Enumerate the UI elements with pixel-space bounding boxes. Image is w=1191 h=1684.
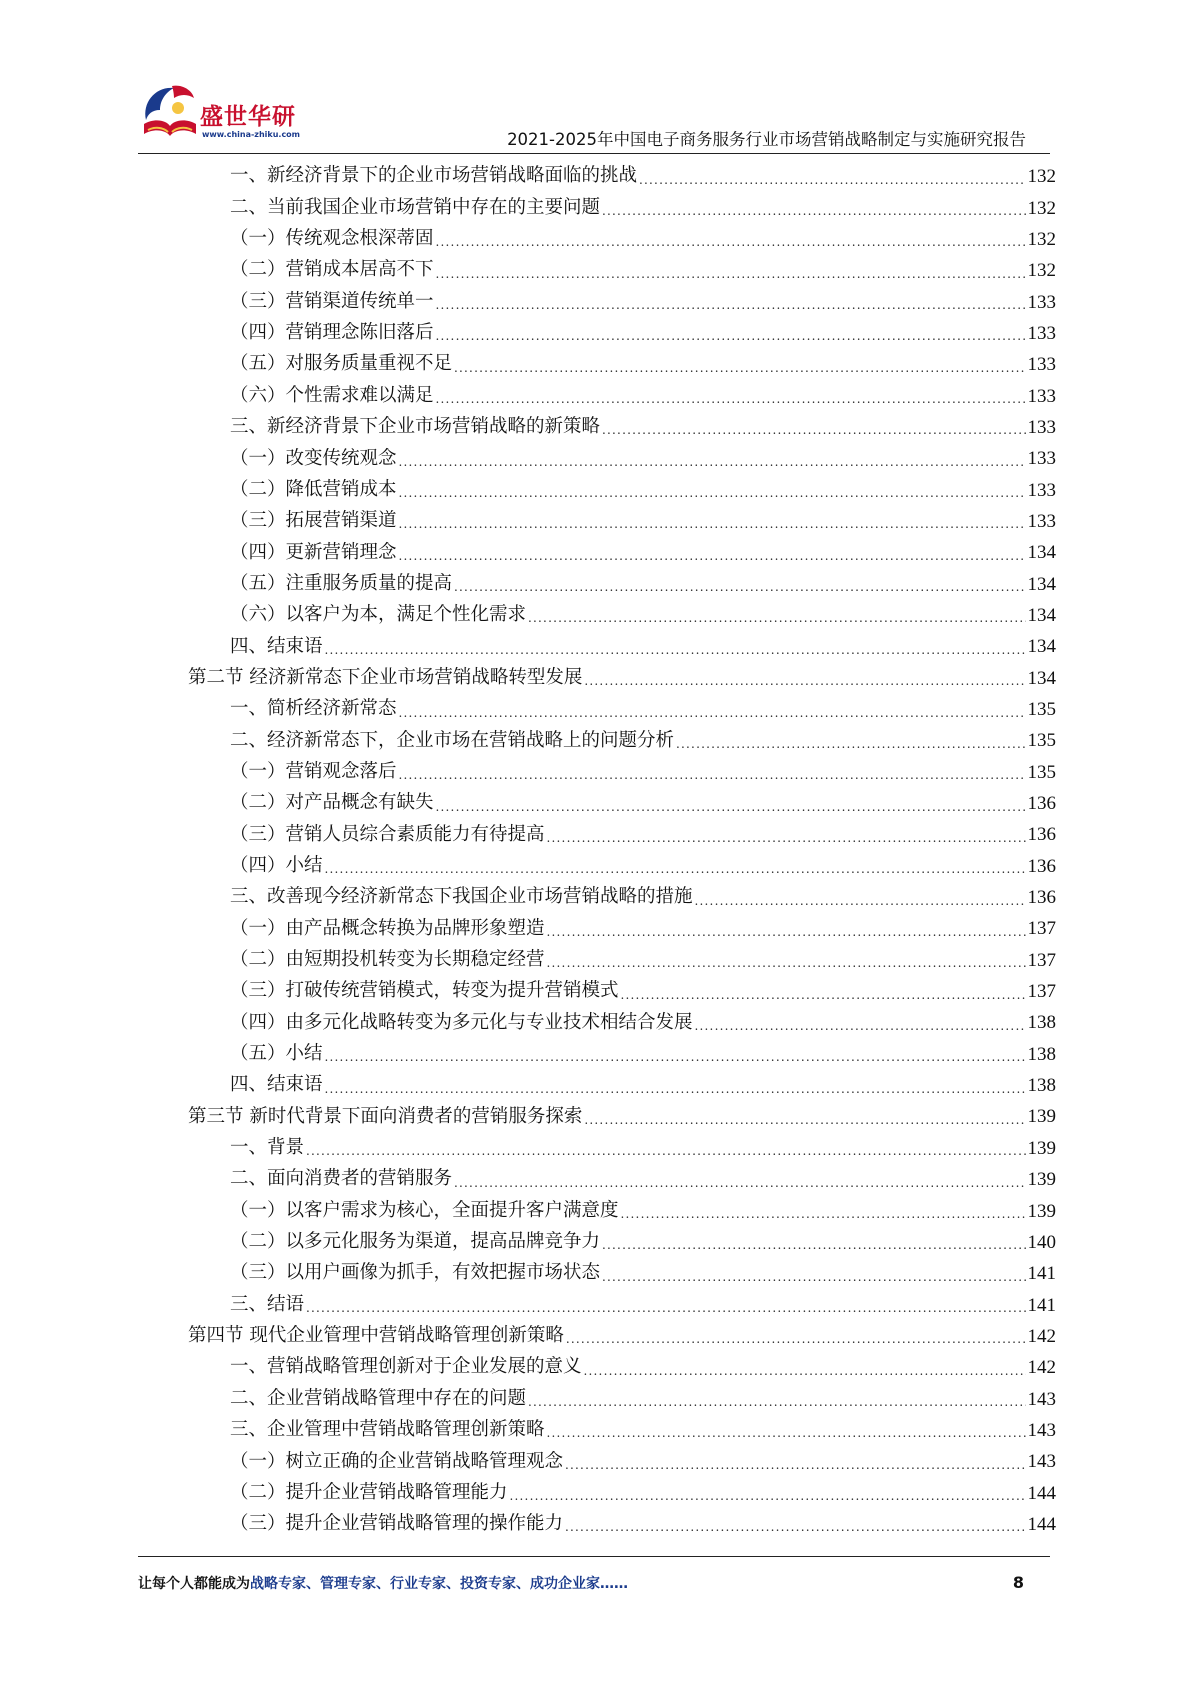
- toc-entry-title: （一）以客户需求为核心，全面提升客户满意度: [230, 1199, 619, 1221]
- toc-dot-leader: [306, 1302, 1025, 1314]
- table-of-contents: [188, 161, 1056, 1540]
- toc-entry[interactable]: [188, 1415, 1056, 1446]
- toc-entry-title: 三、新经济背景下企业市场营销战略的新策略: [230, 416, 601, 438]
- toc-entry[interactable]: [188, 851, 1056, 882]
- toc-entry-page: 138: [1027, 1075, 1056, 1097]
- toc-entry-title: （三）打破传统营销模式，转变为提升营销模式: [230, 980, 619, 1002]
- toc-entry-page: 139: [1027, 1200, 1056, 1222]
- toc-entry[interactable]: [188, 1258, 1056, 1289]
- toc-entry[interactable]: [188, 1039, 1056, 1070]
- toc-entry-title: 一、新经济背景下的企业市场营销战略面临的挑战: [230, 165, 638, 187]
- toc-dot-leader: [602, 1271, 1025, 1283]
- toc-entry[interactable]: [188, 568, 1056, 599]
- toc-entry[interactable]: [188, 161, 1056, 192]
- toc-entry[interactable]: [188, 819, 1056, 850]
- page-footer: [138, 1573, 1050, 1597]
- toc-dot-leader: [399, 456, 1026, 468]
- toc-entry-title: 二、企业营销战略管理中存在的问题: [230, 1387, 527, 1409]
- toc-entry[interactable]: [188, 631, 1056, 662]
- toc-entry-page: 144: [1027, 1513, 1056, 1535]
- toc-entry-title: 四、结束语: [230, 1074, 323, 1096]
- toc-entry-page: 137: [1027, 949, 1056, 971]
- toc-dot-leader: [306, 1145, 1025, 1157]
- header-divider: [138, 153, 1050, 154]
- toc-entry-title: （四）更新营销理念: [230, 541, 397, 563]
- toc-dot-leader: [325, 1051, 1026, 1063]
- toc-dot-leader: [528, 612, 1025, 624]
- toc-dot-leader: [325, 1083, 1026, 1095]
- toc-entry-page: 137: [1027, 981, 1056, 1003]
- toc-entry-page: 133: [1027, 291, 1056, 313]
- toc-entry-title: （四）小结: [230, 854, 323, 876]
- toc-entry-page: 134: [1027, 573, 1056, 595]
- toc-entry-title: 二、面向消费者的营销服务: [230, 1168, 453, 1190]
- toc-entry[interactable]: [188, 725, 1056, 756]
- toc-entry-page: 132: [1027, 166, 1056, 188]
- toc-entry[interactable]: [188, 913, 1056, 944]
- toc-entry-title: 第四节 现代企业管理中营销战略管理创新策略: [188, 1325, 564, 1347]
- toc-entry-title: 二、当前我国企业市场营销中存在的主要问题: [230, 196, 601, 218]
- toc-entry[interactable]: [188, 757, 1056, 788]
- toc-entry[interactable]: [188, 349, 1056, 380]
- toc-entry-page: 133: [1027, 385, 1056, 407]
- toc-entry-page: 133: [1027, 416, 1056, 438]
- toc-dot-leader: [454, 1177, 1025, 1189]
- toc-entry-title: （四）由多元化战略转变为多元化与专业技术相结合发展: [230, 1011, 693, 1033]
- logo-url: www.china-zhiku.com: [202, 130, 301, 139]
- toc-entry-title: 第三节 新时代背景下面向消费者的营销服务探索: [188, 1105, 583, 1127]
- toc-entry-page: 133: [1027, 510, 1056, 532]
- toc-entry-page: 136: [1027, 793, 1056, 815]
- toc-dot-leader: [695, 1020, 1026, 1032]
- toc-entry-page: 139: [1027, 1169, 1056, 1191]
- toc-entry-title: （三）营销人员综合素质能力有待提高: [230, 823, 545, 845]
- toc-entry-page: 132: [1027, 197, 1056, 219]
- toc-entry-page: 144: [1027, 1482, 1056, 1504]
- toc-dot-leader: [621, 989, 1026, 1001]
- toc-entry[interactable]: [188, 318, 1056, 349]
- toc-dot-leader: [621, 1208, 1026, 1220]
- toc-entry[interactable]: [188, 882, 1056, 913]
- toc-entry-page: 134: [1027, 542, 1056, 564]
- toc-entry-title: （三）提升企业营销战略管理的操作能力: [230, 1513, 564, 1535]
- toc-entry-page: 135: [1027, 730, 1056, 752]
- toc-dot-leader: [454, 581, 1025, 593]
- toc-entry[interactable]: [188, 1227, 1056, 1258]
- toc-dot-leader: [399, 769, 1026, 781]
- page-number: 8: [1012, 1573, 1024, 1592]
- toc-entry[interactable]: [188, 1477, 1056, 1508]
- toc-entry-title: 一、营销战略管理创新对于企业发展的意义: [230, 1356, 582, 1378]
- toc-entry-title: （二）降低营销成本: [230, 478, 397, 500]
- toc-entry-title: （五）注重服务质量的提高: [230, 572, 453, 594]
- toc-entry[interactable]: [188, 694, 1056, 725]
- toc-entry[interactable]: [188, 945, 1056, 976]
- toc-entry-title: 第二节 经济新常态下企业市场营销战略转型发展: [188, 666, 583, 688]
- toc-entry[interactable]: [188, 286, 1056, 317]
- toc-entry[interactable]: [188, 1070, 1056, 1101]
- toc-entry[interactable]: [188, 224, 1056, 255]
- toc-entry-page: 140: [1027, 1231, 1056, 1253]
- toc-entry-title: （二）营销成本居高不下: [230, 259, 434, 281]
- toc-dot-leader: [584, 1365, 1026, 1377]
- footer-divider: [138, 1556, 1050, 1557]
- toc-entry-title: （二）以多元化服务为渠道，提高品牌竞争力: [230, 1231, 601, 1253]
- toc-dot-leader: [565, 1521, 1025, 1533]
- toc-entry-title: （一）由产品概念转换为品牌形象塑造: [230, 917, 545, 939]
- toc-entry[interactable]: [188, 1352, 1056, 1383]
- toc-dot-leader: [547, 926, 1026, 938]
- toc-entry-title: （三）营销渠道传统单一: [230, 290, 434, 312]
- toc-dot-leader: [695, 895, 1026, 907]
- toc-entry-title: （二）提升企业营销战略管理能力: [230, 1481, 508, 1503]
- toc-entry-title: （一）传统观念根深蒂固: [230, 228, 434, 250]
- toc-entry-page: 136: [1027, 855, 1056, 877]
- toc-dot-leader: [602, 205, 1025, 217]
- toc-dot-leader: [399, 518, 1026, 530]
- page-header: [138, 80, 1050, 155]
- toc-entry[interactable]: [188, 788, 1056, 819]
- toc-entry-page: 141: [1027, 1263, 1056, 1285]
- toc-entry[interactable]: [188, 537, 1056, 568]
- toc-entry[interactable]: [188, 976, 1056, 1007]
- toc-entry[interactable]: [188, 663, 1056, 694]
- toc-dot-leader: [584, 1114, 1025, 1126]
- toc-dot-leader: [399, 550, 1026, 562]
- toc-entry[interactable]: [188, 506, 1056, 537]
- toc-dot-leader: [436, 236, 1026, 248]
- toc-entry-page: 141: [1027, 1294, 1056, 1316]
- toc-entry-page: 138: [1027, 1043, 1056, 1065]
- toc-dot-leader: [547, 1427, 1026, 1439]
- toc-entry[interactable]: [188, 1321, 1056, 1352]
- toc-dot-leader: [639, 174, 1025, 186]
- toc-dot-leader: [399, 707, 1026, 719]
- toc-entry-page: 142: [1027, 1325, 1056, 1347]
- toc-entry[interactable]: [188, 1289, 1056, 1320]
- toc-entry-title: （四）营销理念陈旧落后: [230, 322, 434, 344]
- toc-entry-page: 135: [1027, 699, 1056, 721]
- toc-entry[interactable]: [188, 255, 1056, 286]
- toc-entry-page: 139: [1027, 1137, 1056, 1159]
- toc-entry[interactable]: [188, 1446, 1056, 1477]
- toc-entry[interactable]: [188, 474, 1056, 505]
- footer-slogan-lead: 让每个人都能成为: [138, 1576, 250, 1592]
- toc-dot-leader: [547, 957, 1026, 969]
- toc-entry-page: 134: [1027, 636, 1056, 658]
- toc-dot-leader: [510, 1490, 1026, 1502]
- toc-entry-title: （二）对产品概念有缺失: [230, 792, 434, 814]
- toc-entry-title: 三、改善现今经济新常态下我国企业市场营销战略的措施: [230, 886, 693, 908]
- toc-dot-leader: [436, 330, 1026, 342]
- toc-entry-title: 三、结语: [230, 1293, 305, 1315]
- toc-entry-page: 136: [1027, 887, 1056, 909]
- toc-entry-page: 133: [1027, 322, 1056, 344]
- toc-entry[interactable]: [188, 600, 1056, 631]
- toc-entry-page: 143: [1027, 1451, 1056, 1473]
- toc-dot-leader: [325, 863, 1026, 875]
- report-title: 2021-2025年中国电子商务服务行业市场营销战略制定与实施研究报告: [507, 130, 1026, 149]
- toc-entry[interactable]: [188, 412, 1056, 443]
- toc-entry-page: 137: [1027, 918, 1056, 940]
- book-globe-icon: [138, 80, 202, 146]
- toc-entry-page: 133: [1027, 479, 1056, 501]
- toc-dot-leader: [436, 299, 1026, 311]
- toc-entry-title: （五）对服务质量重视不足: [230, 353, 453, 375]
- toc-entry[interactable]: [188, 1164, 1056, 1195]
- toc-entry-page: 143: [1027, 1388, 1056, 1410]
- toc-entry-page: 133: [1027, 354, 1056, 376]
- toc-dot-leader: [566, 1333, 1026, 1345]
- toc-entry-page: 134: [1027, 604, 1056, 626]
- toc-dot-leader: [528, 1396, 1025, 1408]
- toc-entry[interactable]: [188, 1007, 1056, 1038]
- toc-entry-title: （一）营销观念落后: [230, 760, 397, 782]
- toc-entry-title: （三）以用户画像为抓手，有效把握市场状态: [230, 1262, 601, 1284]
- toc-dot-leader: [325, 644, 1026, 656]
- toc-entry-title: 四、结束语: [230, 635, 323, 657]
- toc-dot-leader: [436, 393, 1026, 405]
- toc-dot-leader: [454, 362, 1025, 374]
- toc-entry[interactable]: [188, 192, 1056, 223]
- toc-entry-page: 143: [1027, 1419, 1056, 1441]
- toc-entry[interactable]: [188, 1101, 1056, 1132]
- footer-slogan-roles: 战略专家、管理专家、行业专家、投资专家、成功企业家……: [250, 1576, 628, 1592]
- toc-entry-title: （二）由短期投机转变为长期稳定经营: [230, 949, 545, 971]
- toc-dot-leader: [602, 1239, 1025, 1251]
- toc-entry-title: （三）拓展营销渠道: [230, 510, 397, 532]
- toc-dot-leader: [436, 268, 1026, 280]
- toc-entry-page: 136: [1027, 824, 1056, 846]
- toc-dot-leader: [565, 1459, 1025, 1471]
- toc-entry[interactable]: [188, 380, 1056, 411]
- toc-entry-page: 139: [1027, 1106, 1056, 1128]
- toc-entry-page: 132: [1027, 260, 1056, 282]
- toc-entry[interactable]: [188, 1509, 1056, 1540]
- toc-entry-title: （一）树立正确的企业营销战略管理观念: [230, 1450, 564, 1472]
- toc-entry[interactable]: [188, 1133, 1056, 1164]
- company-logo: [138, 80, 308, 150]
- toc-dot-leader: [399, 487, 1026, 499]
- toc-entry[interactable]: [188, 1195, 1056, 1226]
- toc-entry-page: 138: [1027, 1012, 1056, 1034]
- toc-dot-leader: [584, 675, 1025, 687]
- toc-dot-leader: [436, 801, 1026, 813]
- toc-entry-title: （六）个性需求难以满足: [230, 384, 434, 406]
- toc-entry-title: 二、经济新常态下，企业市场在营销战略上的问题分析: [230, 729, 675, 751]
- toc-entry-title: 一、简析经济新常态: [230, 698, 397, 720]
- toc-entry[interactable]: [188, 1383, 1056, 1414]
- toc-entry-page: 142: [1027, 1357, 1056, 1379]
- toc-dot-leader: [602, 424, 1025, 436]
- toc-entry-page: 135: [1027, 761, 1056, 783]
- toc-entry-page: 132: [1027, 228, 1056, 250]
- logo-name: 盛世华研: [200, 104, 296, 130]
- toc-entry-title: （一）改变传统观念: [230, 447, 397, 469]
- toc-dot-leader: [676, 738, 1025, 750]
- toc-entry-title: （五）小结: [230, 1043, 323, 1065]
- toc-entry-title: 一、背景: [230, 1137, 305, 1159]
- toc-dot-leader: [547, 832, 1026, 844]
- toc-entry-title: （六）以客户为本，满足个性化需求: [230, 604, 527, 626]
- toc-entry-page: 133: [1027, 448, 1056, 470]
- toc-entry-title: 三、企业管理中营销战略管理创新策略: [230, 1419, 545, 1441]
- toc-entry-page: 134: [1027, 667, 1056, 689]
- toc-entry[interactable]: [188, 443, 1056, 474]
